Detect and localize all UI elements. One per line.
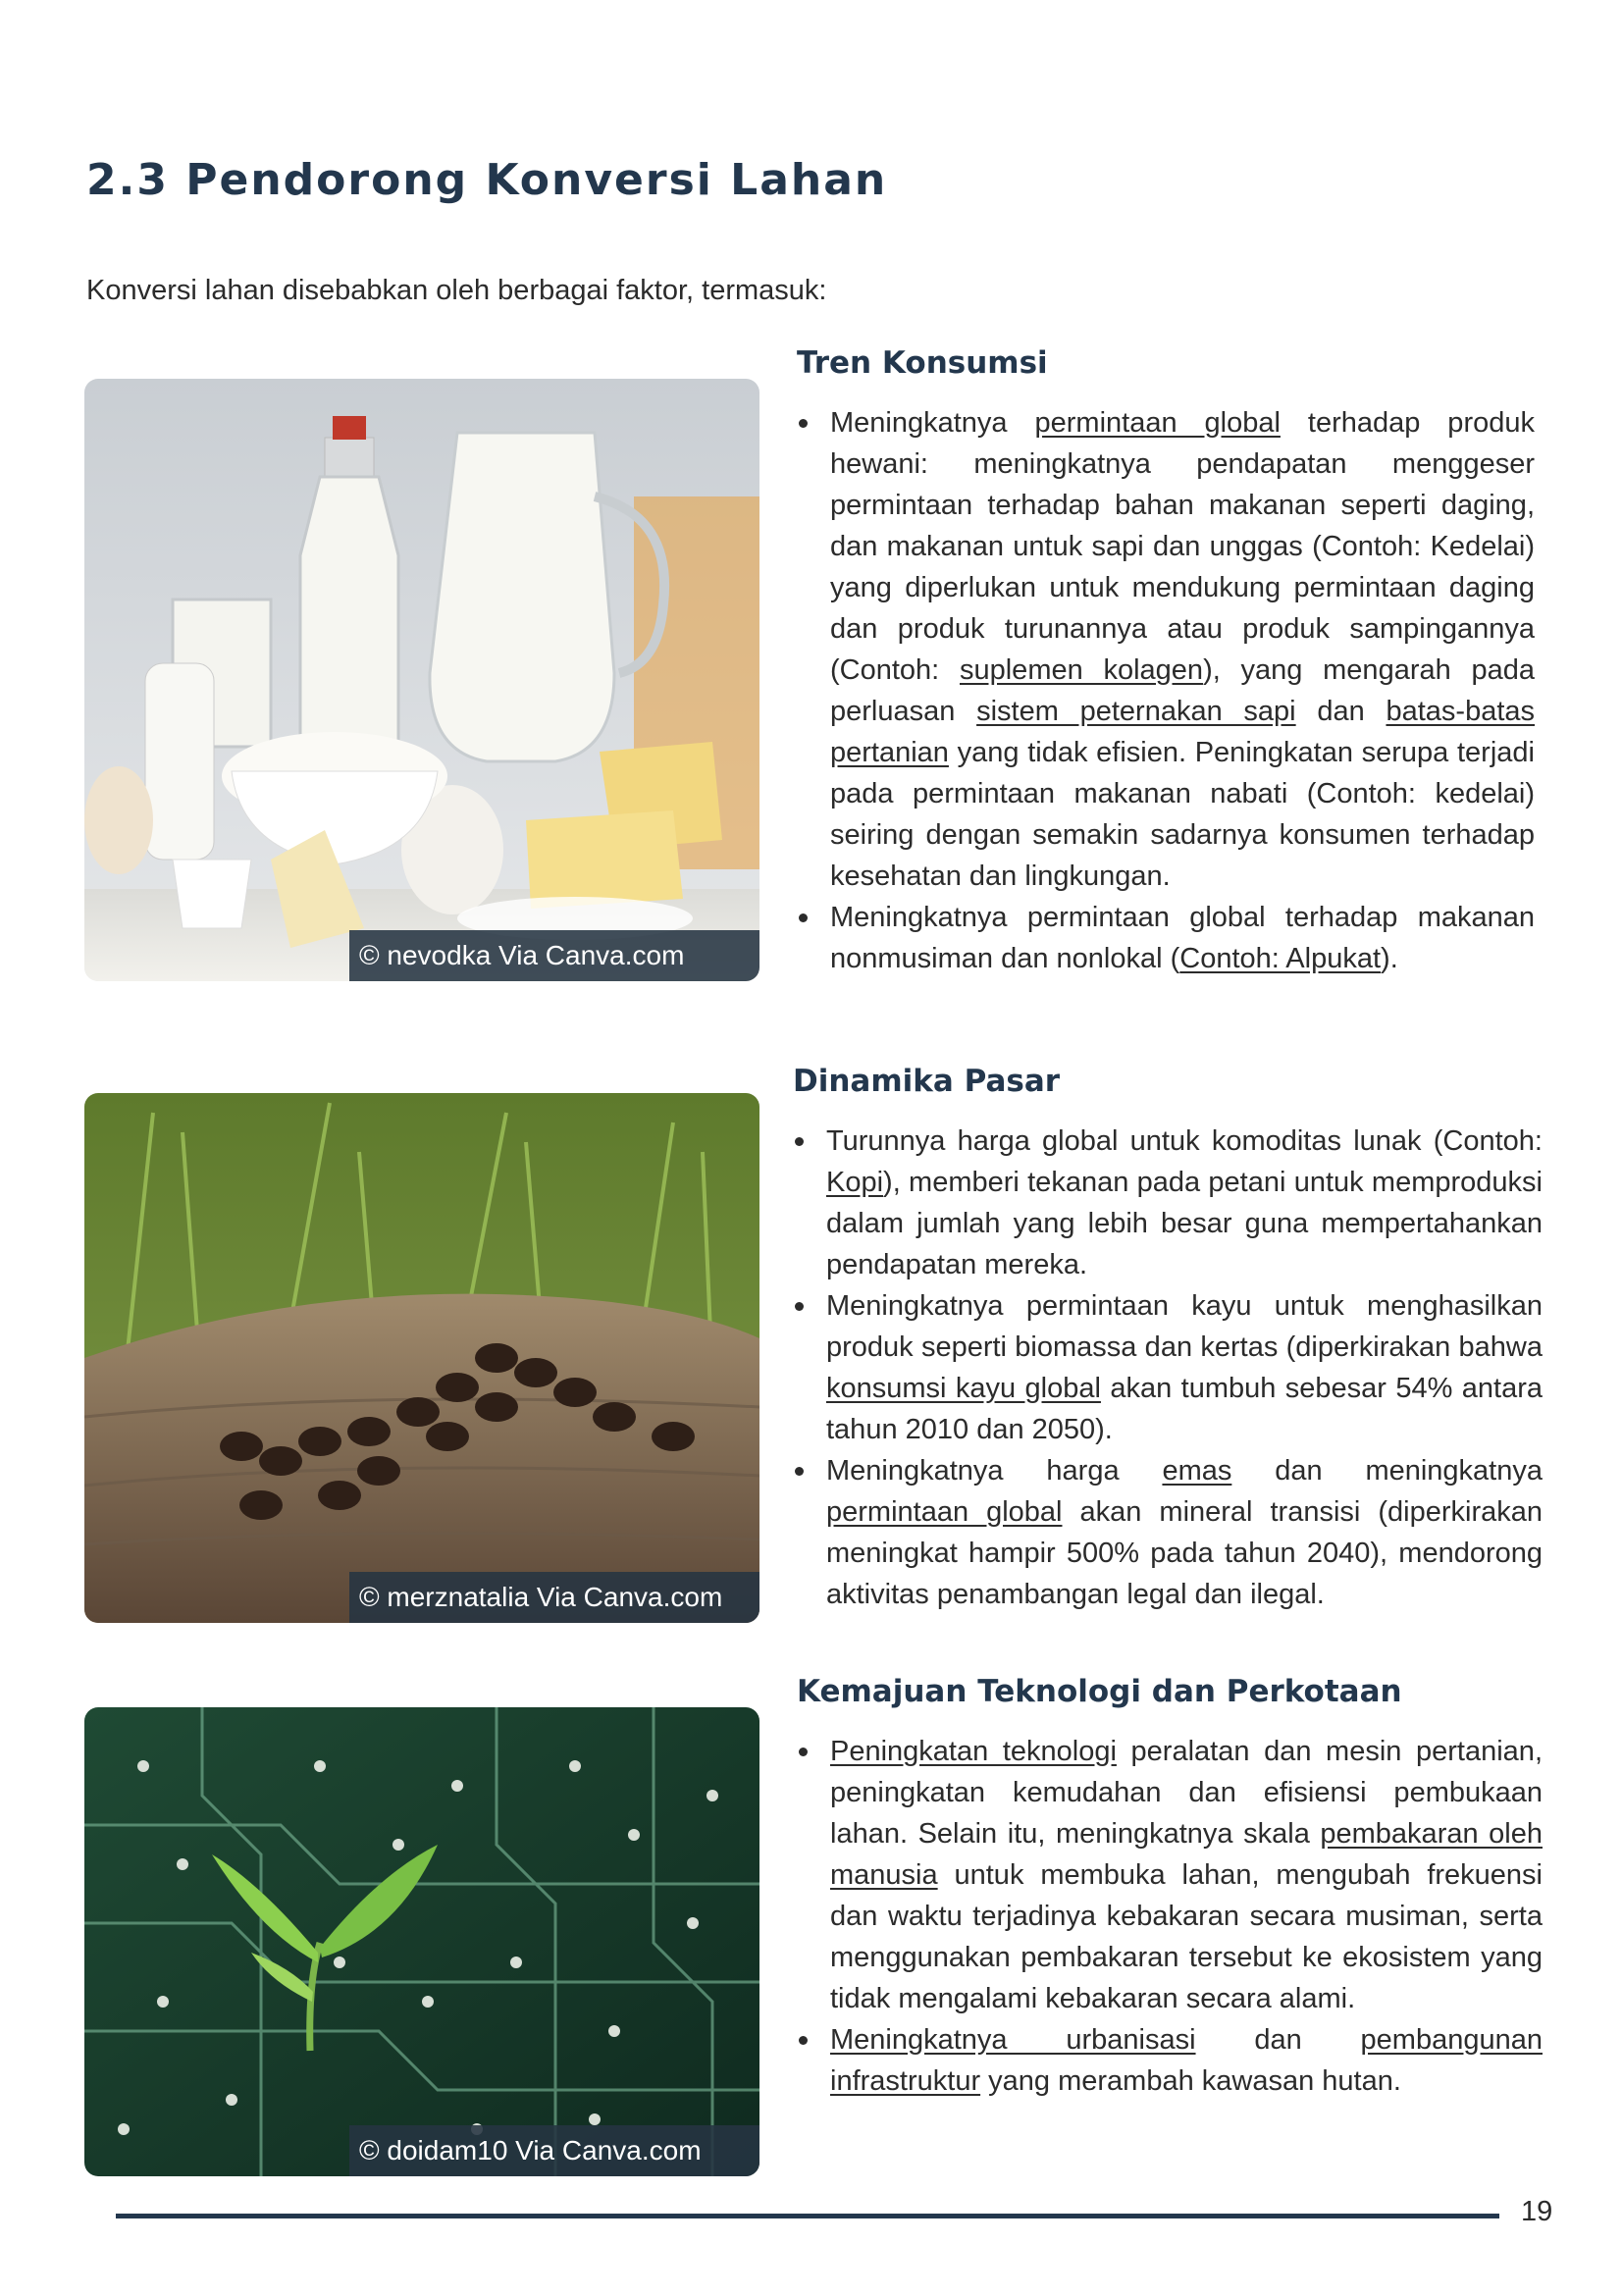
source-link[interactable]: permintaan global — [826, 1496, 1063, 1528]
source-link[interactable]: suplemen kolagen — [959, 654, 1204, 686]
source-link[interactable]: konsumsi kayu global — [826, 1373, 1101, 1404]
source-link[interactable]: Peningkatan teknologi — [830, 1736, 1117, 1767]
bullet-text: dan meningkatnya — [1231, 1455, 1544, 1487]
section-tren-konsumsi — [797, 345, 1535, 979]
section-kemajuan-teknologi — [797, 1674, 1543, 2102]
circuit-sprout-photo — [84, 1707, 759, 2176]
bullet-text: yang merambah kawasan hutan. — [980, 2065, 1401, 2097]
source-link[interactable]: pembakaran oleh manusia — [830, 1818, 1543, 1891]
bullet-item — [797, 1731, 1543, 2019]
bullet-text: ), memberi tekanan pada petani untuk memproduksi dalam jumlah yang lebih besar guna mempertahankan pendapatan mereka. — [826, 1167, 1543, 1280]
bullet-item — [797, 402, 1535, 897]
bullet-text: dan — [1195, 2024, 1361, 2056]
bullet-text: Meningkatnya permintaan kayu untuk menghasilkan produk seperti biomassa dan kertas (diperkirakan bahwa — [826, 1290, 1543, 1363]
bullet-text: yang tidak efisien. Peningkatan serupa terjadi pada permintaan makanan nabati (Contoh: kedelai) seiring dengan semakin sadarnya konsumen terhadap kesehatan dan lingkungan. — [830, 737, 1535, 892]
coffee-beans-photo — [84, 1093, 759, 1623]
footer-divider — [116, 2214, 1499, 2218]
bullet-list — [793, 1121, 1543, 1615]
bullet-text: dan — [1295, 696, 1387, 727]
source-link[interactable]: Meningkatnya urbanisasi — [830, 2024, 1196, 2056]
bullet-text: akan tumbuh sebesar 54% antara tahun 2010 dan 2050). — [826, 1373, 1544, 1445]
coffee-illustration — [84, 1093, 759, 1623]
section-heading: 2.3 Pendorong Konversi Lahan — [86, 155, 888, 205]
image-credit: © nevodka Via Canva.com — [349, 930, 759, 981]
bullet-text: untuk membuka lahan, mengubah frekuensi dan waktu terjadinya kebakaran secara musiman, serta menggunakan pembakaran tersebut ke ekosistem yang tidak mengalami kebakaran secara alami. — [830, 1859, 1543, 2014]
page-number: 19 — [1521, 2196, 1553, 2227]
circuit-illustration — [84, 1707, 759, 2176]
bullet-text: ). — [1381, 943, 1398, 974]
bullet-text: ), yang mengarah pada perluasan — [830, 654, 1535, 727]
bullet-item — [797, 2019, 1543, 2102]
source-link[interactable]: batas-batas pertanian — [830, 696, 1536, 768]
section-title: Dinamika Pasar — [793, 1064, 1061, 1099]
bullet-item — [793, 1121, 1543, 1285]
bullet-list — [797, 402, 1535, 979]
bullet-text: Meningkatnya permintaan global terhadap makanan nonmusiman dan nonlokal ( — [830, 902, 1535, 974]
source-link[interactable]: permintaan global — [1034, 407, 1281, 439]
source-link[interactable]: sistem peternakan sapi — [976, 696, 1296, 727]
section-dinamika-pasar — [793, 1064, 1543, 1615]
bullet-item — [797, 897, 1535, 979]
bullet-text: Turunnya harga global untuk komoditas lunak (Contoh: — [826, 1125, 1543, 1157]
section-title: Tren Konsumsi — [797, 345, 1048, 381]
source-link[interactable]: pembangunan infrastruktur — [830, 2024, 1543, 2097]
bullet-text: Meningkatnya harga — [826, 1455, 1163, 1487]
dairy-illustration — [84, 379, 759, 981]
source-link[interactable]: Contoh: Alpukat — [1179, 943, 1382, 974]
bullet-text: peralatan dan mesin pertanian, peningkatan kemudahan dan efisiensi pembukaan lahan. Selain itu, meningkatnya skala — [830, 1736, 1543, 1850]
bullet-text: akan mineral transisi (diperkirakan meningkat hampir 500% pada tahun 2040), mendorong aktivitas penambangan legal dan ilegal. — [826, 1496, 1543, 1610]
source-link[interactable]: emas — [1162, 1455, 1232, 1487]
image-credit: © merznatalia Via Canva.com — [349, 1572, 759, 1623]
dairy-products-photo — [84, 379, 759, 981]
bullet-item — [793, 1285, 1543, 1450]
bullet-text: terhadap produk hewani: meningkatnya pendapatan menggeser permintaan terhadap bahan makanan seperti daging, dan makanan untuk sapi dan unggas (Contoh: Kedelai) yang diperlukan untuk mendukung permintaan daging dan produk turunannya atau produk sampingannya (Contoh: — [830, 407, 1535, 686]
source-link[interactable]: Kopi — [826, 1167, 884, 1198]
bullet-item — [793, 1450, 1543, 1615]
bullet-text: Meningkatnya — [830, 407, 1035, 439]
section-title: Kemajuan Teknologi dan Perkotaan — [797, 1674, 1402, 1709]
intro-paragraph: Konversi lahan disebabkan oleh berbagai faktor, termasuk: — [86, 275, 827, 306]
image-credit: © doidam10 Via Canva.com — [349, 2125, 759, 2176]
bullet-list — [797, 1731, 1543, 2102]
